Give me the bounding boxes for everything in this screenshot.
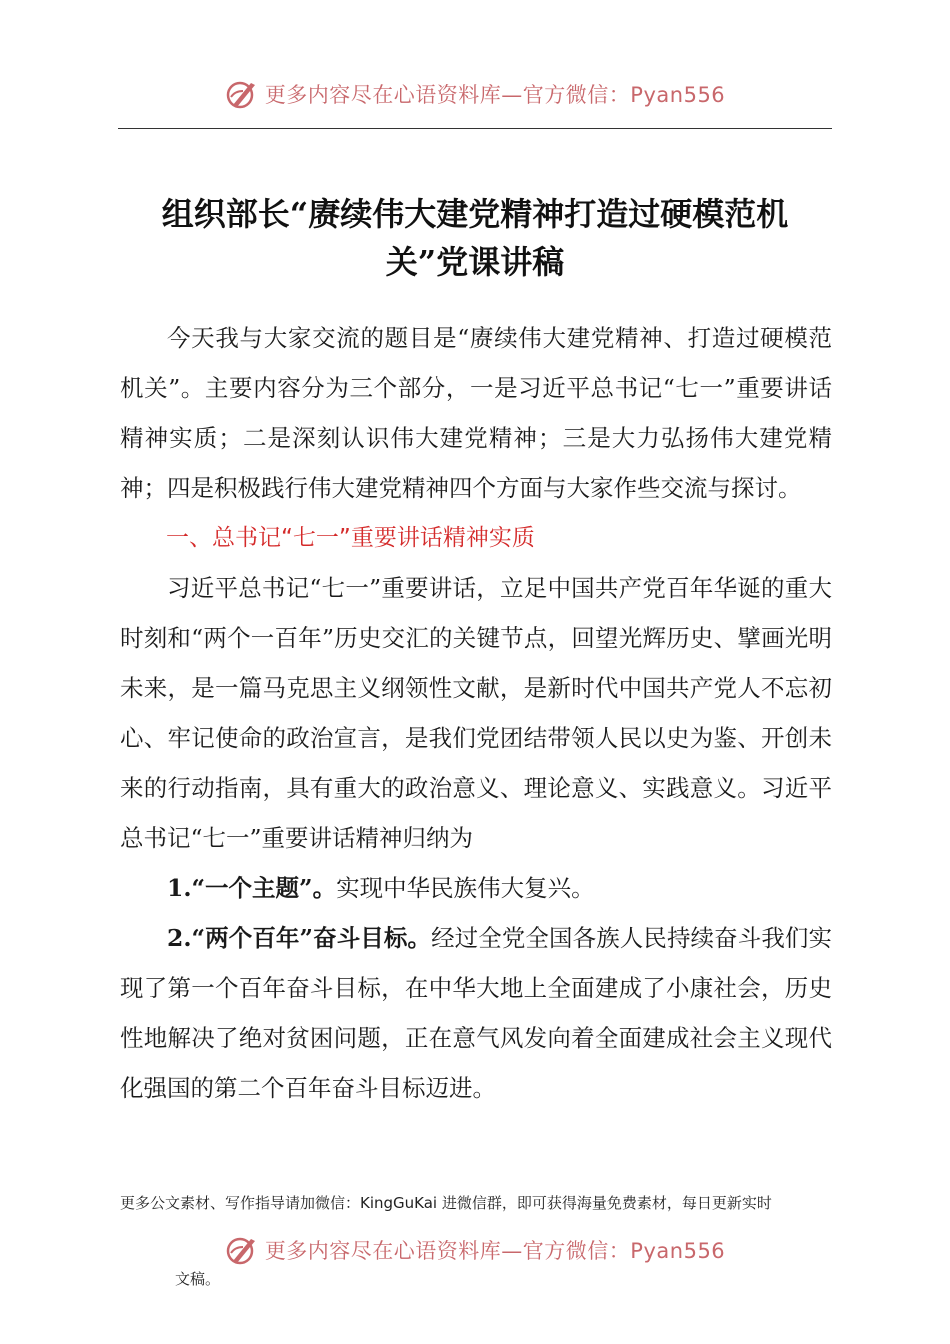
item-2-text: 经过全党全国各族人民持续奋斗我们实现了第一个百年奋斗目标，在中华大地上全面建成了小康社会，历史性地解决了绝对贫困问题，正在意气风发向着全面建成社会主义现代化强国的第二个百年奋斗目标迈进。	[120, 924, 832, 1102]
title-line-1: 组织部长“赓续伟大建党精神打造过硬模范机	[161, 195, 789, 233]
footer-banner	[0, 1228, 950, 1272]
footer-banner-text: 更多内容尽在心语资料库—官方微信：Pyan556	[264, 1239, 726, 1263]
item-2	[120, 913, 832, 1113]
document-body	[120, 313, 832, 1113]
footer-note: 更多公文素材、写作指导请加微信：KingGuKai 进微信群，即可获得海量免费素材，每日更新实时	[120, 1194, 772, 1212]
intro-paragraph: 今天我与大家交流的题目是“赓续伟大建党精神、打造过硬模范机关”。主要内容分为三个部分，一是习近平总书记“七一”重要讲话精神实质；二是深刻认识伟大建党精神；三是大力弘扬伟大建党精神；四是积极践行伟大建党精神四个方面与大家作些交流与探讨。	[120, 324, 832, 502]
section-1-paragraph: 习近平总书记“七一”重要讲话，立足中国共产党百年华诞的重大时刻和“两个一百年”历史交汇的关键节点，回望光辉历史、擘画光明未来，是一篇马克思主义纲领性文献，是新时代中国共产党人不忘初心、牢记使命的政治宣言，是我们党团结带领人民以史为鉴、开创未来的行动指南，具有重大的政治意义、理论意义、实践意义。习近平总书记“七一”重要讲话精神归纳为	[120, 574, 832, 852]
item-1-label: 1.“一个主题”。	[167, 874, 337, 902]
quill-logo-icon	[225, 1233, 259, 1267]
item-1-text: 实现中华民族伟大复兴。	[336, 874, 595, 902]
banner	[225, 77, 725, 111]
item-1	[120, 863, 832, 913]
item-2-label: 2.“两个百年”奋斗目标。	[167, 924, 432, 952]
document-title	[110, 190, 840, 286]
footer-tail: 文稿。	[175, 1270, 221, 1288]
header-divider	[118, 128, 832, 129]
quill-logo-icon	[225, 77, 259, 111]
banner	[225, 1233, 725, 1267]
title-line-2: 关”党课讲稿	[385, 243, 565, 281]
section-1-heading: 一、总书记“七一”重要讲话精神实质	[166, 525, 535, 551]
banner-text: 更多内容尽在心语资料库—官方微信：Pyan556	[264, 83, 726, 107]
header-banner	[0, 72, 950, 116]
